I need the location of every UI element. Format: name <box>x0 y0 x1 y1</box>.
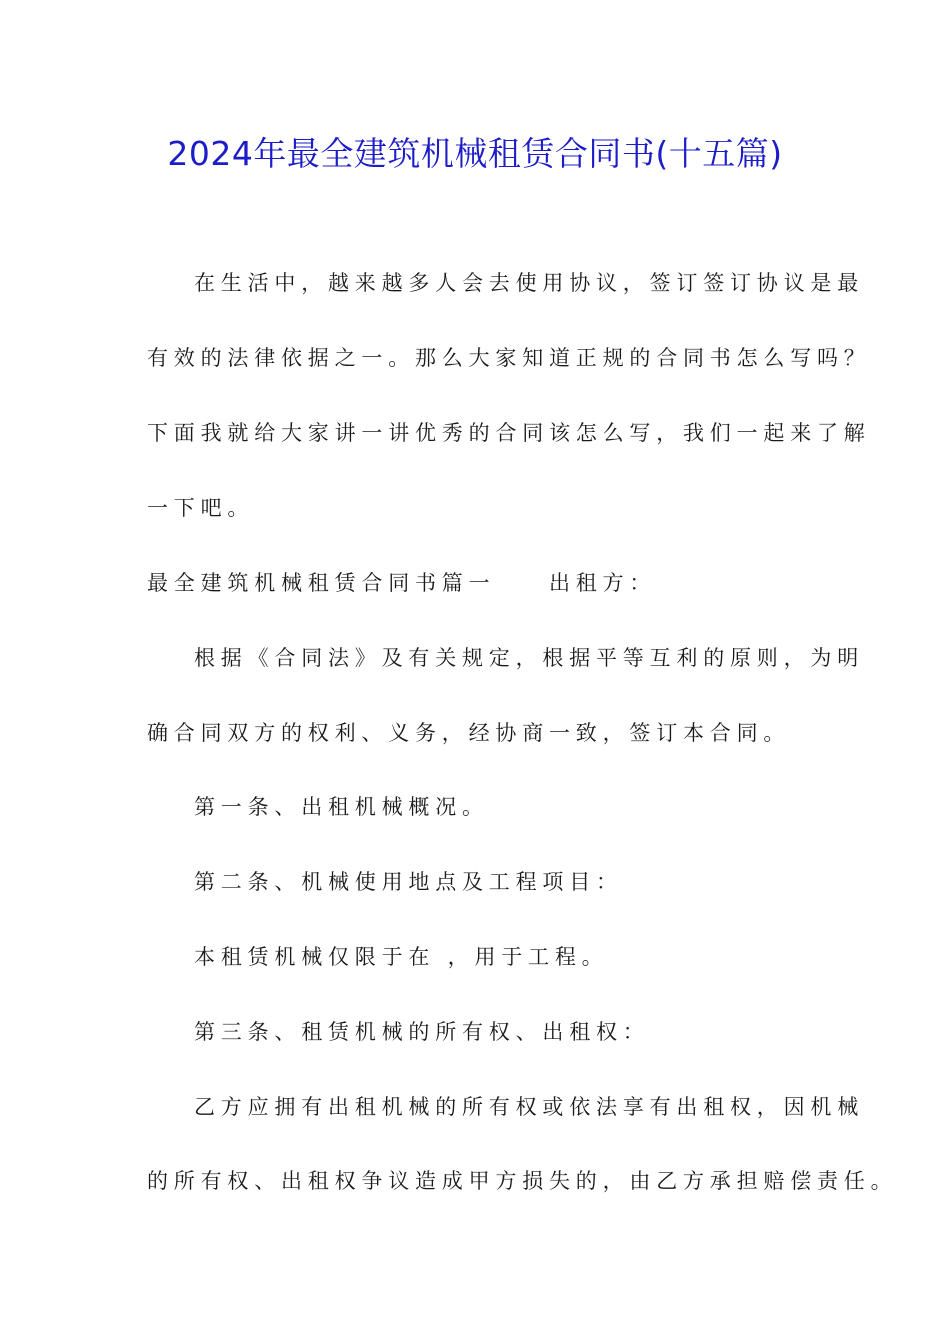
paragraph-line: 一下吧。 <box>147 496 255 520</box>
paragraph-line: 下面我就给大家讲一讲优秀的合同该怎么写，我们一起来了解 <box>147 421 871 445</box>
paragraph-line: 有效的法律依据之一。那么大家知道正规的合同书怎么写吗？ <box>147 346 871 370</box>
clause-heading: 第一条、出租机械概况。 <box>194 795 489 819</box>
section-heading: 最全建筑机械租赁合同书篇一 出租方： <box>147 571 657 595</box>
paragraph-line: 的所有权、出租权争议造成甲方损失的，由乙方承担赔偿责任。 <box>147 1169 898 1193</box>
clause-heading: 第三条、租赁机械的所有权、出租权： <box>194 1020 650 1044</box>
clause-heading: 第二条、机械使用地点及工程项目： <box>194 870 623 894</box>
paragraph-line: 本租赁机械仅限于在 ，用于工程。 <box>194 945 609 969</box>
paragraph-line: 根据《合同法》及有关规定，根据平等互利的原则，为明 <box>194 646 864 670</box>
paragraph-line: 乙方应拥有出租机械的所有权或依法享有出租权，因机械 <box>194 1095 864 1119</box>
document-title: 2024年最全建筑机械租赁合同书(十五篇) <box>167 134 783 173</box>
paragraph-line: 在生活中，越来越多人会去使用协议，签订签订协议是最 <box>194 271 864 295</box>
paragraph-line: 确合同双方的权利、义务，经协商一致，签订本合同。 <box>147 721 791 745</box>
